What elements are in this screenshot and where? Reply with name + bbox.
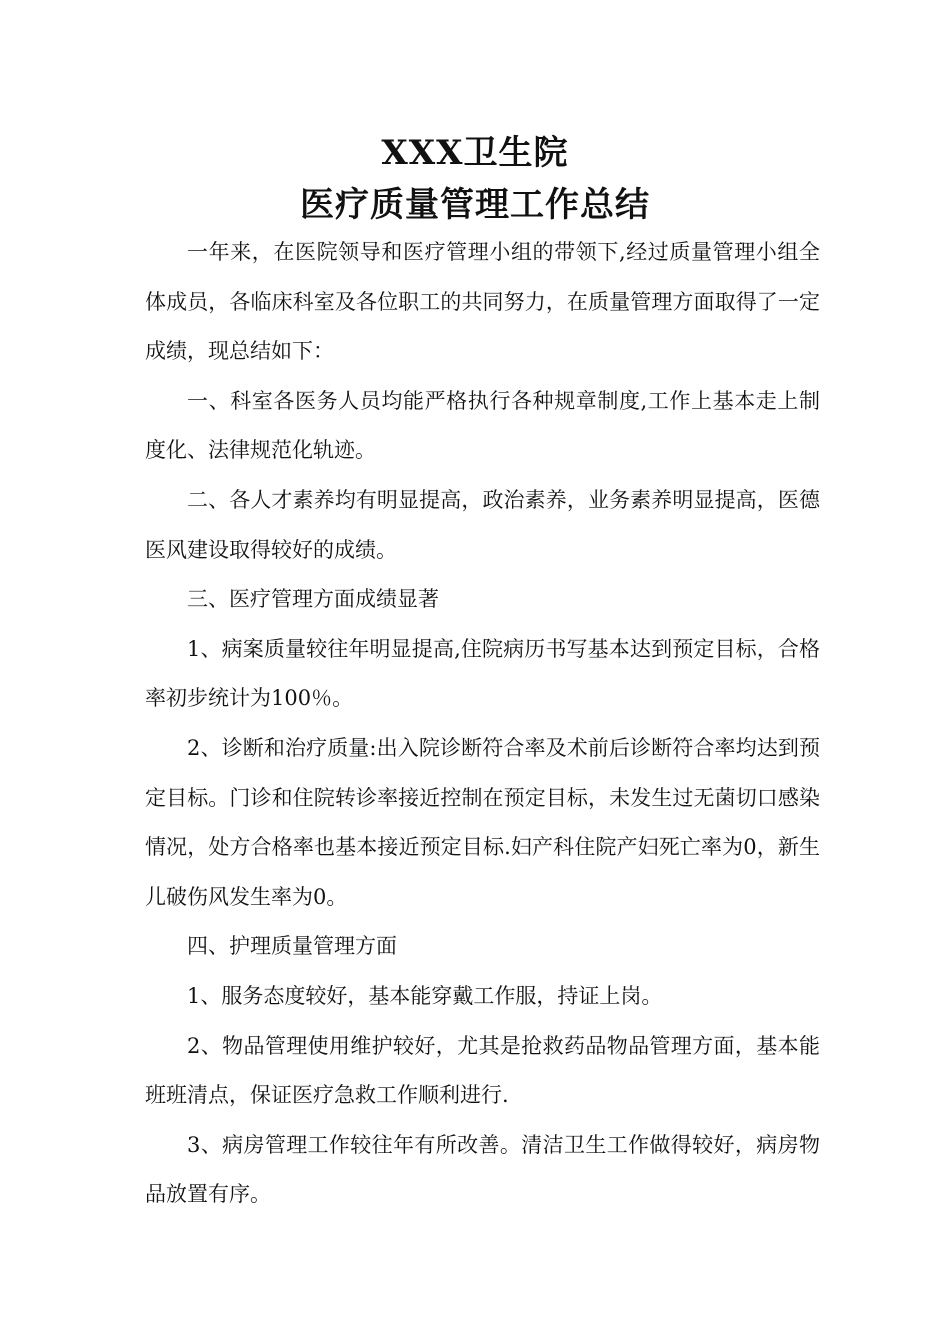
- paragraph-intro: 一年来，在医院领导和医疗管理小组的带领下,经过质量管理小组全体成员，各临床科室及各位职工的共同努力，在质量管理方面取得了一定成绩，现总结如下：: [145, 240, 820, 364]
- paragraph-medical-item-1: 1、病案质量较往年明显提高,住院病历书写基本达到预定目标，合格率初步统计为100％。: [145, 636, 820, 711]
- paragraph-section-1: 一、科室各医务人员均能严格执行各种规章制度,工作上基本走上制度化、法律规范化轨迹。: [145, 388, 820, 463]
- paragraph-nursing-item-3: 3、病房管理工作较往年有所改善。清洁卫生工作做得较好，病房物品放置有序。: [145, 1132, 820, 1207]
- paragraph-section-2: 二、各人才素养均有明显提高，政治素养，业务素养明显提高，医德医风建设取得较好的成绩。: [145, 487, 820, 562]
- paragraph-nursing-item-1: 1、服务态度较好，基本能穿戴工作服，持证上岗。: [187, 983, 663, 1008]
- title-report-name: 医疗质量管理工作总结: [300, 185, 650, 225]
- title-hospital-name: XXX卫生院: [381, 133, 569, 173]
- document-title: [0, 128, 950, 230]
- paragraph-medical-item-2: 2、诊断和治疗质量:出入院诊断符合率及术前后诊断符合率均达到预定目标。门诊和住院转诊率接近控制在预定目标，未发生过无菌切口感染情况，处方合格率也基本接近预定目标.妇产科住院产妇死亡率为0，新生儿破伤风发生率为0。: [145, 735, 820, 909]
- section-heading-medical-management: 三、医疗管理方面成绩显著: [187, 587, 439, 612]
- document-body: [145, 228, 820, 1220]
- paragraph-nursing-item-2: 2、物品管理使用维护较好，尤其是抢救药品物品管理方面，基本能班班清点，保证医疗急救工作顺利进行.: [145, 1033, 820, 1108]
- section-heading-nursing-quality: 四、护理质量管理方面: [187, 934, 397, 959]
